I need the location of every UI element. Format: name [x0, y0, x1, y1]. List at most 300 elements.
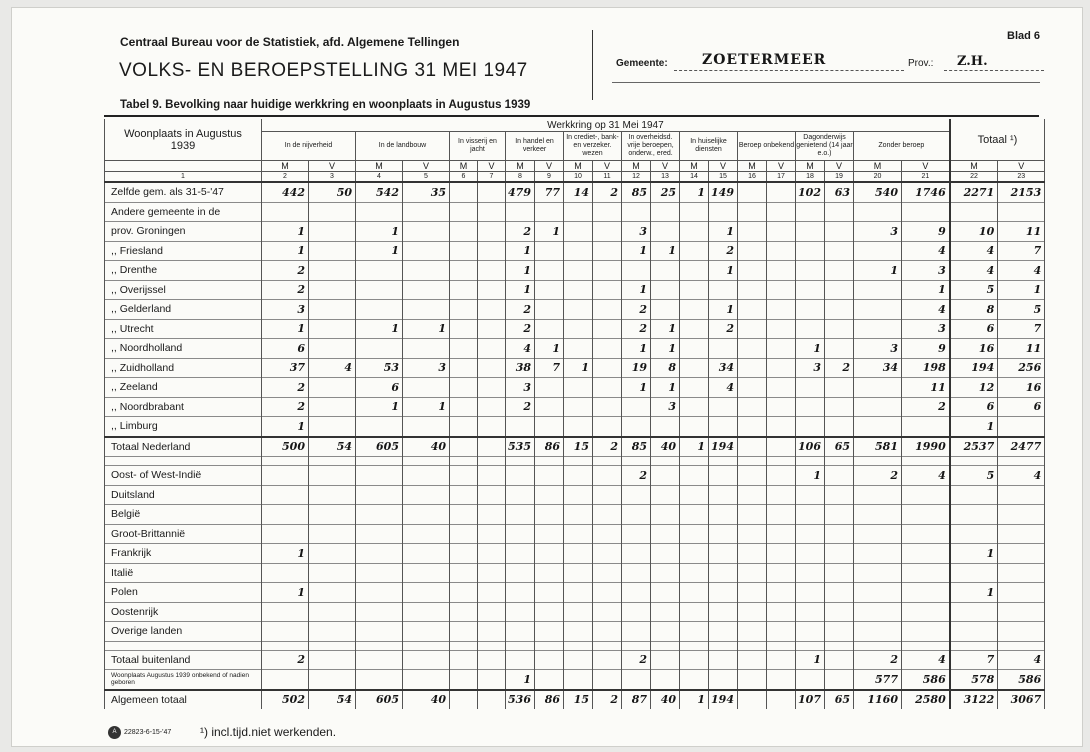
value-cell [738, 397, 767, 417]
row-label: Frankrijk [105, 544, 262, 564]
value-cell [825, 563, 854, 583]
table-row [105, 182, 1045, 202]
value-cell [478, 182, 506, 202]
value-cell [767, 358, 796, 378]
value-cell [651, 524, 680, 544]
value-cell: 442 [262, 182, 309, 202]
value-cell [478, 437, 506, 457]
value-cell [902, 202, 950, 222]
value-cell [593, 417, 622, 437]
row-label: Italië [105, 563, 262, 583]
spacer-cell [854, 457, 902, 466]
spacer-cell [825, 457, 854, 466]
column-number: 12 [622, 172, 651, 183]
value-cell [854, 241, 902, 261]
spacer-cell [854, 641, 902, 650]
value-cell: 2 [854, 650, 902, 670]
value-cell [478, 524, 506, 544]
table-row [105, 358, 1045, 378]
value-cell: 3067 [998, 690, 1045, 710]
value-cell: 605 [356, 437, 403, 457]
value-cell [593, 650, 622, 670]
value-cell [356, 602, 403, 622]
value-cell [738, 544, 767, 564]
value-cell [902, 602, 950, 622]
value-cell [796, 280, 825, 300]
value-cell [796, 397, 825, 417]
spacer-cell [262, 641, 309, 650]
spacer-cell [950, 641, 998, 650]
value-cell [950, 505, 998, 525]
value-cell [854, 622, 902, 642]
value-cell: 2 [622, 650, 651, 670]
value-cell: 34 [709, 358, 738, 378]
table-row [105, 397, 1045, 417]
value-cell [767, 261, 796, 281]
spacer-cell [309, 641, 356, 650]
value-cell [854, 505, 902, 525]
value-cell [902, 544, 950, 564]
value-cell: 2271 [950, 182, 998, 202]
value-cell: 1 [651, 339, 680, 359]
row-label: België [105, 505, 262, 525]
value-cell [403, 563, 450, 583]
table-row [105, 280, 1045, 300]
table-row [105, 339, 1045, 359]
value-cell [506, 505, 535, 525]
table-row [105, 222, 1045, 242]
value-cell: 194 [950, 358, 998, 378]
value-cell [796, 417, 825, 437]
value-cell: 2 [622, 300, 651, 320]
value-cell [593, 280, 622, 300]
value-cell: 578 [950, 670, 998, 690]
value-cell [450, 397, 478, 417]
column-number: 13 [651, 172, 680, 183]
value-cell [622, 563, 651, 583]
value-cell: 1 [651, 319, 680, 339]
value-cell [506, 650, 535, 670]
value-cell: 535 [506, 437, 535, 457]
spacer-cell [403, 457, 450, 466]
value-cell [738, 466, 767, 486]
value-cell [825, 622, 854, 642]
value-cell: 2 [506, 397, 535, 417]
value-cell [796, 241, 825, 261]
value-cell [738, 319, 767, 339]
value-cell [767, 222, 796, 242]
group-header: In overheidsd. vrije beroepen, onderw., ered. [622, 132, 680, 161]
sex-header: M [356, 161, 403, 172]
value-cell [825, 544, 854, 564]
value-cell [403, 505, 450, 525]
value-cell: 3 [854, 339, 902, 359]
value-cell: 586 [998, 670, 1045, 690]
sex-header: V [709, 161, 738, 172]
value-cell [309, 222, 356, 242]
value-cell [262, 202, 309, 222]
value-cell [356, 622, 403, 642]
value-cell: 1 [262, 241, 309, 261]
value-cell: 586 [902, 670, 950, 690]
value-cell: 85 [622, 182, 651, 202]
value-cell: 1 [356, 397, 403, 417]
sex-header: V [767, 161, 796, 172]
value-cell [738, 182, 767, 202]
value-cell: 536 [506, 690, 535, 710]
value-cell: 1160 [854, 690, 902, 710]
value-cell [356, 563, 403, 583]
row-label: ,, Friesland [105, 241, 262, 261]
value-cell [767, 622, 796, 642]
value-cell [403, 261, 450, 281]
value-cell [356, 261, 403, 281]
value-cell: 19 [622, 358, 651, 378]
value-cell [796, 319, 825, 339]
value-cell [767, 202, 796, 222]
value-cell [998, 544, 1045, 564]
value-cell: 1 [356, 319, 403, 339]
value-cell: 40 [651, 690, 680, 710]
value-cell [506, 583, 535, 603]
value-cell [356, 466, 403, 486]
value-cell [356, 583, 403, 603]
value-cell [998, 524, 1045, 544]
value-cell: 1 [709, 222, 738, 242]
value-cell: 1 [796, 339, 825, 359]
municipality-line [674, 70, 904, 71]
value-cell: 577 [854, 670, 902, 690]
sheet-label: Blad 6 [1007, 30, 1041, 42]
value-cell: 6 [356, 378, 403, 398]
table-row [105, 300, 1045, 320]
spacer-cell [738, 457, 767, 466]
group-header: Beroep onbekend [738, 132, 796, 161]
value-cell: 1 [262, 319, 309, 339]
value-cell [738, 222, 767, 242]
value-cell: 1 [535, 222, 564, 242]
value-cell [767, 182, 796, 202]
value-cell [593, 261, 622, 281]
value-cell: 2 [506, 319, 535, 339]
value-cell: 77 [535, 182, 564, 202]
value-cell [796, 670, 825, 690]
value-cell [506, 466, 535, 486]
value-cell: 16 [998, 378, 1045, 398]
column-number: 1 [105, 172, 262, 183]
row-label: Zelfde gem. als 31-5-'47 [105, 182, 262, 202]
column-number: 14 [680, 172, 709, 183]
value-cell [262, 602, 309, 622]
value-cell: 2 [622, 319, 651, 339]
value-cell [709, 563, 738, 583]
row-label: Algemeen totaal [105, 690, 262, 710]
value-cell [825, 202, 854, 222]
value-cell [309, 544, 356, 564]
table-row [105, 417, 1045, 437]
value-cell [403, 466, 450, 486]
column-number: 17 [767, 172, 796, 183]
value-cell: 25 [651, 182, 680, 202]
value-cell [450, 544, 478, 564]
value-cell [680, 261, 709, 281]
value-cell [309, 241, 356, 261]
value-cell [593, 563, 622, 583]
value-cell [593, 319, 622, 339]
column-number: 3 [309, 172, 356, 183]
value-cell: 3 [796, 358, 825, 378]
value-cell [622, 583, 651, 603]
value-cell [403, 241, 450, 261]
value-cell [738, 622, 767, 642]
value-cell [506, 485, 535, 505]
value-cell [309, 485, 356, 505]
value-cell [738, 563, 767, 583]
value-cell [767, 563, 796, 583]
value-cell [262, 670, 309, 690]
row-label: ,, Overijssel [105, 280, 262, 300]
value-cell [738, 417, 767, 437]
value-cell [403, 650, 450, 670]
value-cell [651, 261, 680, 281]
value-cell [506, 563, 535, 583]
value-cell: 1 [506, 670, 535, 690]
spacer-cell [478, 457, 506, 466]
value-cell [564, 280, 593, 300]
value-cell [767, 241, 796, 261]
value-cell [767, 602, 796, 622]
value-cell [825, 670, 854, 690]
sex-header: V [651, 161, 680, 172]
value-cell [709, 544, 738, 564]
value-cell: 2 [854, 466, 902, 486]
sex-header: M [854, 161, 902, 172]
value-cell [709, 397, 738, 417]
value-cell: 1 [950, 417, 998, 437]
value-cell [478, 339, 506, 359]
sex-header: V [902, 161, 950, 172]
value-cell: 479 [506, 182, 535, 202]
value-cell [478, 397, 506, 417]
value-cell [825, 397, 854, 417]
value-cell [593, 466, 622, 486]
value-cell: 1 [680, 437, 709, 457]
value-cell [680, 319, 709, 339]
value-cell [738, 280, 767, 300]
value-cell: 53 [356, 358, 403, 378]
value-cell [478, 417, 506, 437]
value-cell: 2 [902, 397, 950, 417]
value-cell [506, 602, 535, 622]
value-cell [767, 339, 796, 359]
value-cell [535, 417, 564, 437]
value-cell [950, 202, 998, 222]
value-cell [309, 583, 356, 603]
value-cell [593, 339, 622, 359]
census-title: VOLKS- EN BEROEPSTELLING 31 MEI 1947 [119, 60, 528, 81]
value-cell [622, 544, 651, 564]
sex-header: M [680, 161, 709, 172]
value-cell: 1 [622, 241, 651, 261]
spacer-cell [593, 641, 622, 650]
value-cell: 11 [998, 222, 1045, 242]
value-cell [767, 280, 796, 300]
value-cell: 194 [709, 437, 738, 457]
value-cell [450, 524, 478, 544]
value-cell: 1 [950, 544, 998, 564]
value-cell [998, 602, 1045, 622]
value-cell [564, 466, 593, 486]
value-cell [478, 583, 506, 603]
value-cell: 1 [622, 378, 651, 398]
value-cell [535, 505, 564, 525]
value-cell [796, 300, 825, 320]
value-cell: 7 [998, 241, 1045, 261]
value-cell [564, 602, 593, 622]
value-cell [450, 182, 478, 202]
value-cell [680, 524, 709, 544]
value-cell [403, 300, 450, 320]
werkkring-header: Werkkring op 31 Mei 1947 [262, 119, 950, 132]
value-cell: 540 [854, 182, 902, 202]
value-cell [680, 544, 709, 564]
value-cell: 2 [593, 437, 622, 457]
value-cell: 16 [950, 339, 998, 359]
value-cell [825, 485, 854, 505]
table-row [105, 261, 1045, 281]
spacer-cell [506, 641, 535, 650]
value-cell [403, 222, 450, 242]
value-cell: 1 [651, 378, 680, 398]
spacer-cell [309, 457, 356, 466]
value-cell [564, 650, 593, 670]
group-header: In visserij en jacht [450, 132, 506, 161]
value-cell [796, 622, 825, 642]
value-cell: 1 [262, 417, 309, 437]
table-row [105, 319, 1045, 339]
value-cell [796, 505, 825, 525]
value-cell: 12 [950, 378, 998, 398]
value-cell [506, 622, 535, 642]
column-number: 18 [796, 172, 825, 183]
value-cell [564, 670, 593, 690]
value-cell: 102 [796, 182, 825, 202]
value-cell: 2 [709, 241, 738, 261]
value-cell [535, 670, 564, 690]
column-number: 22 [950, 172, 998, 183]
spacer-cell [356, 457, 403, 466]
row-label: Andere gemeente in de [105, 202, 262, 222]
sex-header-blank [105, 161, 262, 172]
group-header: Zonder beroep [854, 132, 950, 161]
column-number: 4 [356, 172, 403, 183]
value-cell [796, 524, 825, 544]
value-cell: 1 [506, 261, 535, 281]
value-cell: 1 [622, 280, 651, 300]
value-cell [535, 650, 564, 670]
spacer-cell [902, 457, 950, 466]
value-cell [535, 397, 564, 417]
value-cell [564, 339, 593, 359]
spacer-cell [709, 457, 738, 466]
value-cell [796, 602, 825, 622]
value-cell: 4 [506, 339, 535, 359]
value-cell: 1 [535, 339, 564, 359]
header-divider [592, 30, 593, 100]
value-cell: 6 [950, 319, 998, 339]
value-cell [825, 378, 854, 398]
value-cell: 40 [403, 437, 450, 457]
value-cell: 1 [564, 358, 593, 378]
value-cell: 2 [622, 466, 651, 486]
value-cell [738, 524, 767, 544]
spacer-cell [535, 641, 564, 650]
value-cell [506, 202, 535, 222]
spacer-cell [738, 641, 767, 650]
value-cell [622, 261, 651, 281]
value-cell [403, 417, 450, 437]
sex-header: M [506, 161, 535, 172]
value-cell: 1 [403, 397, 450, 417]
value-cell [902, 563, 950, 583]
value-cell [478, 602, 506, 622]
value-cell: 1 [998, 280, 1045, 300]
value-cell [680, 466, 709, 486]
value-cell [309, 397, 356, 417]
value-cell [309, 280, 356, 300]
value-cell [564, 300, 593, 320]
value-cell [403, 544, 450, 564]
value-cell [478, 261, 506, 281]
value-cell: 1 [403, 319, 450, 339]
value-cell [738, 339, 767, 359]
value-cell: 87 [622, 690, 651, 710]
spacer-cell [262, 457, 309, 466]
value-cell: 4 [998, 466, 1045, 486]
value-cell [825, 602, 854, 622]
table-row [105, 241, 1045, 261]
value-cell [564, 583, 593, 603]
value-cell: 6 [998, 397, 1045, 417]
value-cell [403, 583, 450, 603]
value-cell [478, 378, 506, 398]
value-cell [902, 622, 950, 642]
group-header: In handel en verkeer [506, 132, 564, 161]
value-cell [403, 378, 450, 398]
value-cell [403, 280, 450, 300]
value-cell [309, 650, 356, 670]
value-cell [356, 650, 403, 670]
value-cell [450, 378, 478, 398]
value-cell: 5 [950, 466, 998, 486]
value-cell [680, 358, 709, 378]
value-cell [902, 524, 950, 544]
value-cell: 37 [262, 358, 309, 378]
value-cell [593, 378, 622, 398]
value-cell [564, 222, 593, 242]
value-cell: 4 [998, 261, 1045, 281]
value-cell [680, 670, 709, 690]
row-label: ,, Drenthe [105, 261, 262, 281]
value-cell: 7 [998, 319, 1045, 339]
value-cell: 3 [651, 397, 680, 417]
column-number: 16 [738, 172, 767, 183]
value-cell [738, 300, 767, 320]
value-cell [709, 524, 738, 544]
value-cell [535, 583, 564, 603]
value-cell [535, 280, 564, 300]
value-cell [709, 650, 738, 670]
